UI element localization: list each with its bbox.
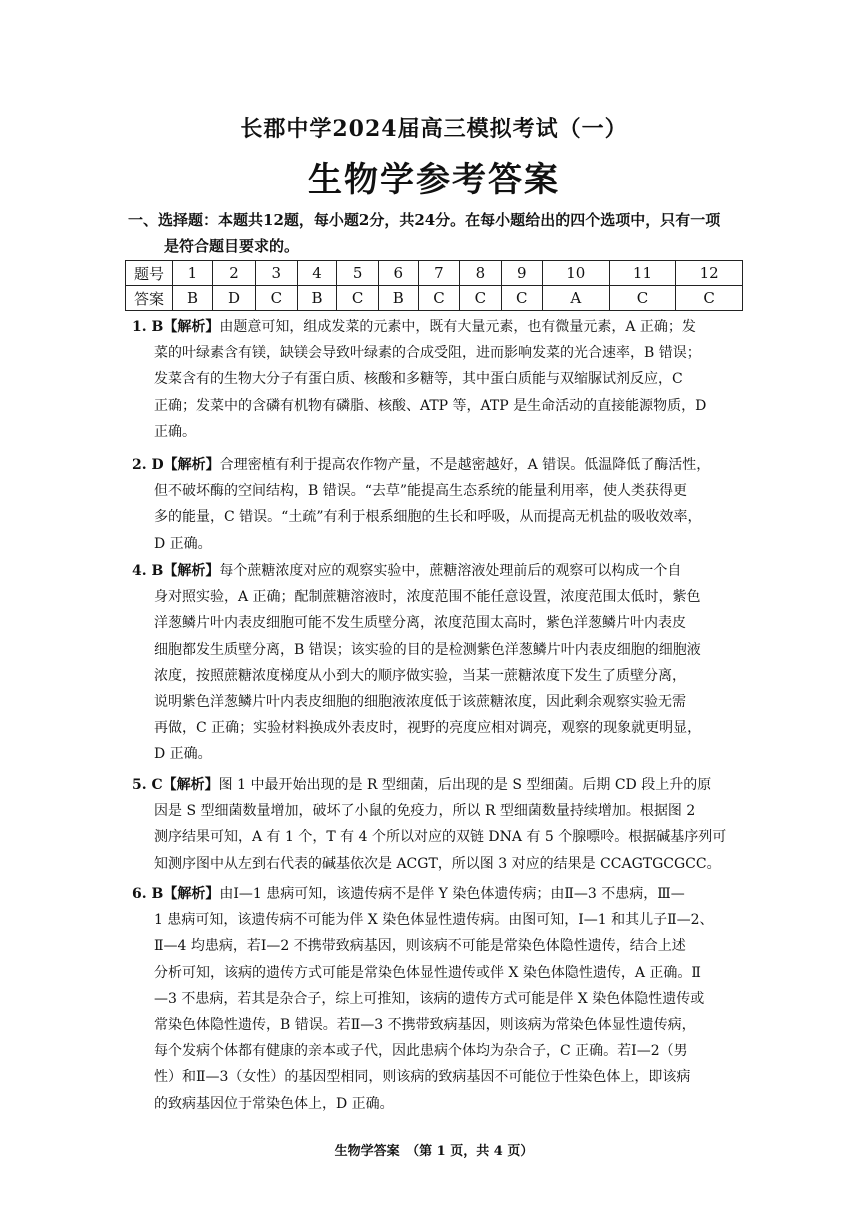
explanation-line: 菜的叶绿素含有镁，缺镁会导致叶绿素的合成受阻，进而影响发菜的光合速率，B 错误； (154, 345, 701, 362)
question-number: 5 (337, 261, 378, 286)
explanation-line: 分析可知，该病的遗传方式可能是常染色体显性遗传或伴 X 染色体隐性遗传，A 正确。Ⅱ (154, 964, 701, 981)
question-head: 6. B【解析】 (132, 886, 220, 902)
question-head: 5. C【解析】 (132, 777, 219, 793)
answer-key-title: 生物学参考答案 (308, 160, 560, 200)
answer-cell: C (460, 286, 501, 311)
explanation-line: 2. D【解析】合理密植有利于提高农作物产量，不是越密越好，A 错误。低温降低了酶活性， (132, 457, 711, 473)
explanation-line: 但不破坏酶的空间结构，B 错误。“去草”能提高生态系统的能量利用率，使人类获得更 (154, 483, 688, 500)
section-line-2: 是符合题目要求的。 (164, 237, 300, 255)
answer-cell: A (542, 286, 609, 311)
explanation-line: 发菜含有的生物大分子有蛋白质、核酸和多糖等，其中蛋白质能与双缩脲试剂反应，C (154, 371, 683, 388)
explanation-line: 6. B【解析】由Ⅰ—1 患病可知，该遗传病不是伴 Y 染色体遗传病；由Ⅱ—3 不患病，Ⅲ— (132, 886, 685, 902)
section-line-1: 一、选择题：本题共12题，每小题2分，共24分。在每小题给出的四个选项中，只有一项 (128, 211, 721, 229)
answer-cell: C (256, 286, 297, 311)
answer-cell: B (378, 286, 418, 311)
answer-cell: C (609, 286, 676, 311)
answer-cell: C (676, 286, 743, 311)
question-number: 12 (676, 261, 743, 286)
answer-cell: C (501, 286, 542, 311)
question-number: 8 (460, 261, 501, 286)
answer-row (126, 286, 743, 311)
explanation-line: Ⅱ—4 均患病，若Ⅰ—2 不携带致病基因，则该病不可能是常染色体隐性遗传，结合上述 (154, 938, 686, 955)
row-label-answer: 答案 (126, 286, 173, 311)
explanation-line: 说明紫色洋葱鳞片叶内表皮细胞的细胞液浓度低于该蔗糖浓度，因此剩余观察实验无需 (154, 694, 686, 711)
explanation-line: 1. B【解析】由题意可知，组成发菜的元素中，既有大量元素，也有微量元素，A 正确；发 (132, 319, 696, 335)
explanation-q6 (132, 881, 742, 1117)
exam-title: 长郡中学2024届高三模拟考试（一） (240, 116, 628, 142)
answer-cell: C (418, 286, 459, 311)
explanation-line: 4. B【解析】每个蔗糖浓度对应的观察实验中，蔗糖溶液处理前后的观察可以构成一个自 (132, 563, 682, 579)
explanation-q2 (132, 452, 742, 557)
explanation-line: 正确。 (154, 423, 196, 440)
question-number-row (126, 261, 743, 286)
section-heading (128, 207, 758, 259)
explanation-line: 知测序图中从左到右代表的碱基依次是 ACGT，所以图 3 对应的结果是 CCAGTGCGCC。 (154, 855, 721, 872)
explanation-line: 浓度，按照蔗糖浓度梯度从小到大的顺序做实验，当某一蔗糖浓度下发生了质壁分离， (154, 667, 686, 684)
answer-cell: B (297, 286, 337, 311)
explanation-line: 的致病基因位于常染色体上，D 正确。 (154, 1095, 394, 1112)
question-number: 4 (297, 261, 337, 286)
question-number: 6 (378, 261, 418, 286)
explanation-q1 (132, 314, 742, 445)
explanation-line: —3 不患病，若其是杂合子，综上可推知，该病的遗传方式可能是伴 X 染色体隐性遗传或 (154, 990, 705, 1007)
question-number: 9 (501, 261, 542, 286)
answer-cell: C (337, 286, 378, 311)
question-number: 3 (256, 261, 297, 286)
explanation-line: D 正确。 (154, 746, 212, 763)
question-number: 10 (542, 261, 609, 286)
explanation-line: 身对照实验，A 正确；配制蔗糖溶液时，浓度范围不能任意设置，浓度范围太低时，紫色 (154, 589, 701, 606)
explanation-line: D 正确。 (154, 535, 212, 552)
answer-table (125, 260, 743, 311)
question-number: 11 (609, 261, 676, 286)
explanation-line: 每个发病个体都有健康的亲本或子代，因此患病个体均为杂合子，C 正确。若Ⅰ—2（男 (154, 1043, 688, 1060)
answer-cell: D (212, 286, 255, 311)
explanation-line: 细胞都发生质壁分离，B 错误；该实验的目的是检测紫色洋葱鳞片叶内表皮细胞的细胞液 (154, 641, 701, 658)
explanation-q5 (132, 772, 742, 877)
explanation-line: 洋葱鳞片叶内表皮细胞可能不发生质壁分离，浓度范围太高时，紫色洋葱鳞片叶内表皮 (154, 615, 686, 632)
explanation-line: 测序结果可知，A 有 1 个，T 有 4 个所以对应的双链 DNA 有 5 个腺嘌呤。根据碱基序列可 (154, 829, 727, 846)
explanation-line: 5. C【解析】图 1 中最开始出现的是 R 型细菌，后出现的是 S 型细菌。后期 CD 段上升的原 (132, 777, 712, 793)
explanation-line: 因是 S 型细菌数量增加，破坏了小鼠的免疫力，所以 R 型细菌数量持续增加。根据图 2 (154, 803, 696, 820)
question-head: 1. B【解析】 (132, 319, 220, 335)
row-label-question: 题号 (126, 261, 173, 286)
question-head: 4. B【解析】 (132, 563, 220, 579)
explanation-line: 正确；发菜中的含磷有机物有磷脂、核酸、ATP 等，ATP 是生命活动的直接能源物质，D (154, 397, 707, 414)
explanation-line: 1 患病可知，该遗传病不可能为伴 X 染色体显性遗传病。由图可知，Ⅰ—1 和其儿子Ⅱ—2、 (154, 912, 714, 929)
explanation-line: 多的能量，C 错误。“土疏”有利于根系细胞的生长和呼吸，从而提高无机盐的吸收效率， (154, 509, 702, 526)
question-number: 1 (173, 261, 213, 286)
question-number: 7 (418, 261, 459, 286)
answer-cell: B (173, 286, 213, 311)
explanation-q4 (132, 558, 742, 768)
explanation-line: 常染色体隐性遗传，B 错误。若Ⅱ—3 不携带致病基因，则该病为常染色体显性遗传病， (154, 1017, 696, 1034)
question-number: 2 (212, 261, 255, 286)
question-head: 2. D【解析】 (132, 457, 220, 473)
explanation-line: 再做，C 正确；实验材料换成外表皮时，视野的亮度应相对调亮，观察的现象就更明显， (154, 720, 702, 737)
explanation-line: 性）和Ⅱ—3（女性）的基因型相同，则该病的致病基因不可能位于性染色体上，即该病 (154, 1069, 691, 1086)
page-footer: 生物学答案 （第 1 页，共 4 页） (334, 1144, 534, 1159)
